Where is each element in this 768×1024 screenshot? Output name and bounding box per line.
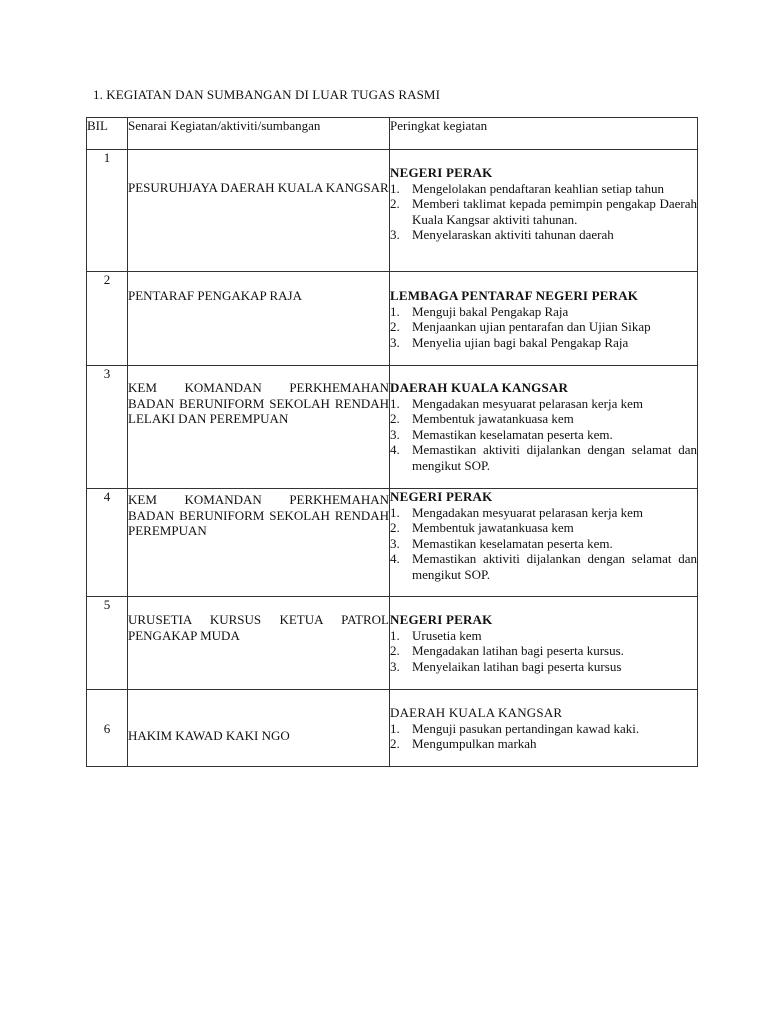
table-row	[87, 690, 698, 767]
level-items	[390, 721, 697, 752]
list-item: 3. Menyelaikan latihan bagi peserta kursus	[390, 658, 622, 674]
activity-cell: HAKIM KAWAD KAKI NGO	[128, 690, 390, 767]
list-item: 1. Mengadakan mesyuarat pelarasan kerja kem	[390, 395, 644, 411]
row-number: 5	[87, 597, 128, 690]
header-activity: Senarai Kegiatan/aktiviti/sumbangan	[128, 118, 390, 150]
level-title: DAERAH KUALA KANGSAR	[390, 705, 563, 720]
level-cell	[390, 597, 698, 690]
activity-cell: KEM KOMANDAN PERKHEMAHAN BADAN BERUNIFORM SEKOLAH RENDAH LELAKI DAN PEREMPUAN	[128, 366, 390, 489]
activity-cell: PENTARAF PENGAKAP RAJA	[128, 272, 390, 366]
level-title: DAERAH KUALA KANGSAR	[390, 380, 569, 395]
table-row	[87, 150, 698, 272]
list-item: 2. Memberi taklimat kepada pemimpin pengakap Daerah Kuala Kangsar aktiviti tahunan.	[390, 196, 697, 227]
header-level: Peringkat kegiatan	[390, 118, 698, 150]
header-bil: BIL	[87, 118, 128, 150]
level-items	[390, 396, 697, 474]
list-item: 1. Mengadakan mesyuarat pelarasan kerja kem	[390, 504, 644, 520]
level-cell	[390, 489, 698, 597]
list-item: 4. Memastikan aktiviti dijalankan dengan selamat dan mengikut SOP.	[390, 551, 697, 582]
list-item: 3. Menyelaraskan aktiviti tahunan daerah	[390, 227, 614, 242]
table-row	[87, 366, 698, 489]
level-items	[390, 181, 697, 243]
level-items	[390, 628, 697, 675]
level-title: NEGERI PERAK	[390, 489, 493, 504]
level-cell	[390, 150, 698, 272]
activity-cell: PESURUHJAYA DAERAH KUALA KANGSAR	[128, 150, 390, 272]
list-item: 4. Memastikan aktiviti dijalankan dengan selamat dan mengikut SOP.	[390, 442, 697, 473]
list-item: 2. Membentuk jawatankuasa kem	[390, 520, 574, 535]
row-number: 1	[87, 150, 128, 272]
table-row	[87, 597, 698, 690]
list-item: 2. Mengadakan latihan bagi peserta kursus.	[390, 643, 624, 658]
activity-cell: KEM KOMANDAN PERKHEMAHAN BADAN BERUNIFORM SEKOLAH RENDAH PEREMPUAN	[128, 489, 390, 597]
row-number: 6	[87, 690, 128, 767]
list-item: 1. Urusetia kem	[390, 627, 482, 643]
list-item: 2. Menjaankan ujian pentarafan dan Ujian Sikap	[390, 319, 651, 334]
level-title: LEMBAGA PENTARAF NEGERI PERAK	[390, 288, 639, 303]
level-title: NEGERI PERAK	[390, 165, 493, 180]
level-items	[390, 304, 697, 351]
level-cell	[390, 272, 698, 366]
row-number: 4	[87, 489, 128, 597]
table-row	[87, 272, 698, 366]
list-item: 1. Menguji bakal Pengakap Raja	[390, 303, 569, 319]
level-title: NEGERI PERAK	[390, 612, 493, 627]
level-items	[390, 505, 697, 583]
list-item: 2. Membentuk jawatankuasa kem	[390, 411, 574, 426]
list-item: 3. Menyelia ujian bagi bakal Pengakap Raja	[390, 334, 629, 350]
document-heading: 1. KEGIATAN DAN SUMBANGAN DI LUAR TUGAS RASMI	[93, 87, 441, 102]
list-item: 1. Menguji pasukan pertandingan kawad kaki.	[390, 720, 640, 736]
activities-table	[86, 117, 698, 767]
row-number: 3	[87, 366, 128, 489]
list-item: 1. Mengelolakan pendaftaran keahlian setiap tahun	[390, 180, 664, 196]
table-header-row	[87, 118, 698, 150]
row-number: 2	[87, 272, 128, 366]
list-item: 2. Mengumpulkan markah	[390, 736, 537, 751]
list-item: 3. Memastikan keselamatan peserta kem.	[390, 426, 613, 442]
level-cell	[390, 690, 698, 767]
table-row	[87, 489, 698, 597]
level-cell	[390, 366, 698, 489]
activity-cell: URUSETIA KURSUS KETUA PATROL PENGAKAP MUDA	[128, 597, 390, 690]
list-item: 3. Memastikan keselamatan peserta kem.	[390, 535, 613, 551]
